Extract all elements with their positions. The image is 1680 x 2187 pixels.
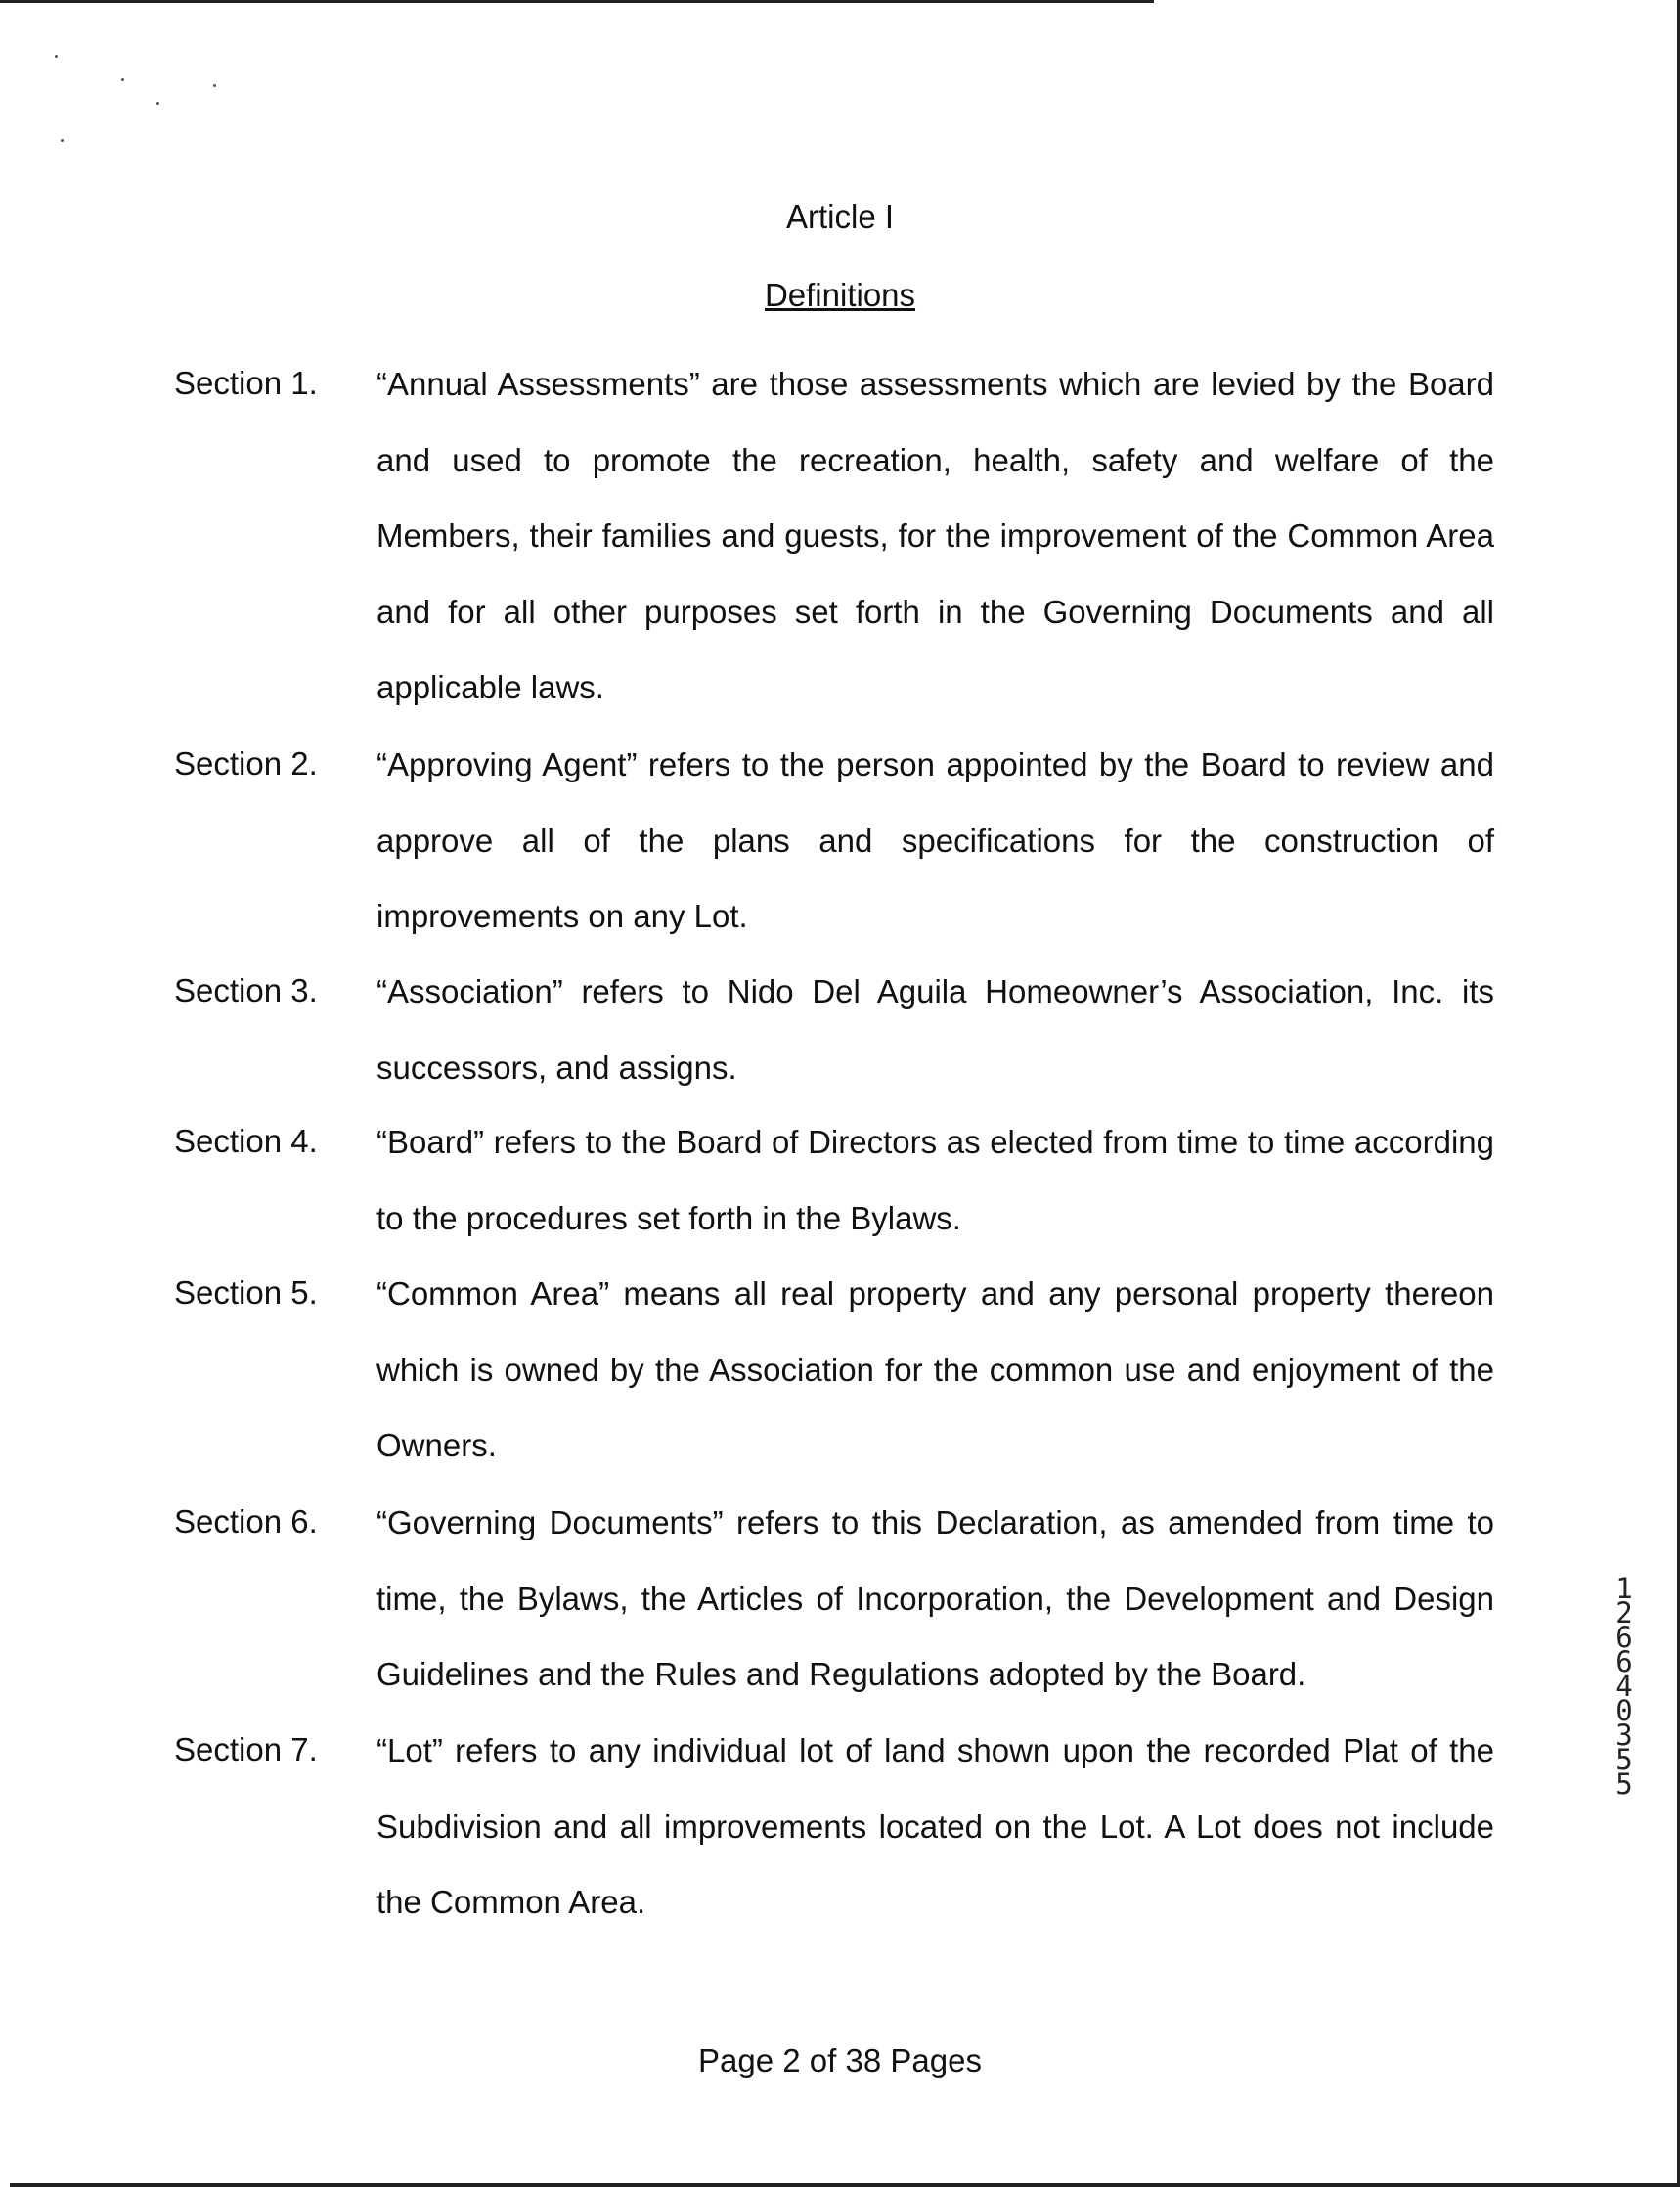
- section-label: Section 4.: [174, 1123, 318, 1159]
- section-label: Section 7.: [174, 1731, 318, 1767]
- scan-edge-top: [0, 0, 1154, 3]
- scan-speck: [156, 102, 159, 105]
- section-label: Section 5.: [174, 1274, 318, 1311]
- scan-speck: [55, 55, 58, 58]
- scan-speck: [61, 139, 64, 142]
- section-label: Section 1.: [174, 365, 318, 401]
- page-number: Page 2 of 38 Pages: [698, 2042, 982, 2078]
- section-text: “Annual Assessments” are those assessments which are levied by the Board and used to promote the recreation, health, safety and welfare of the Members, their families and guests, for the improvement of the Common Area and for all other purposes set forth in the Governing Documents and all applicable laws.: [376, 366, 1494, 705]
- section-label: Section 6.: [174, 1503, 318, 1540]
- section-label: Section 3.: [174, 972, 318, 1008]
- section-text: “Lot” refers to any individual lot of land shown upon the recorded Plat of the Subdivision and all improvements located on the Lot. A Lot does not include the Common Area.: [376, 1732, 1494, 1920]
- section-text: “Approving Agent” refers to the person appointed by the Board to review and approve all of the plans and specifications for the construction of improvements on any Lot.: [376, 746, 1494, 934]
- scan-speck: [121, 78, 124, 81]
- article-subtitle: [0, 274, 1680, 317]
- section-text: “Association” refers to Nido Del Aguila Homeowner’s Association, Inc. its successors, and assigns.: [376, 973, 1494, 1086]
- section-text: “Common Area” means all real property and any personal property thereon which is owned by the Association for the common use and enjoyment of the Owners.: [376, 1275, 1494, 1463]
- scan-speck: [213, 84, 216, 87]
- article-title: Article I: [785, 199, 895, 235]
- section-label: Section 2.: [174, 745, 318, 781]
- article-subtitle-text: Definitions: [764, 277, 916, 313]
- scan-edge-bottom: [10, 2183, 1680, 2187]
- section-text: “Board” refers to the Board of Directors as elected from time to time according to the procedures set forth in the Bylaws.: [376, 1124, 1494, 1236]
- recording-stamp: 12664 0355: [1615, 1572, 1633, 1801]
- section-text: “Governing Documents” refers to this Declaration, as amended from time to time, the Bylaws, the Articles of Incorporation, the Development and Design Guidelines and the Rules and Regulations adopted by the Board.: [376, 1504, 1494, 1692]
